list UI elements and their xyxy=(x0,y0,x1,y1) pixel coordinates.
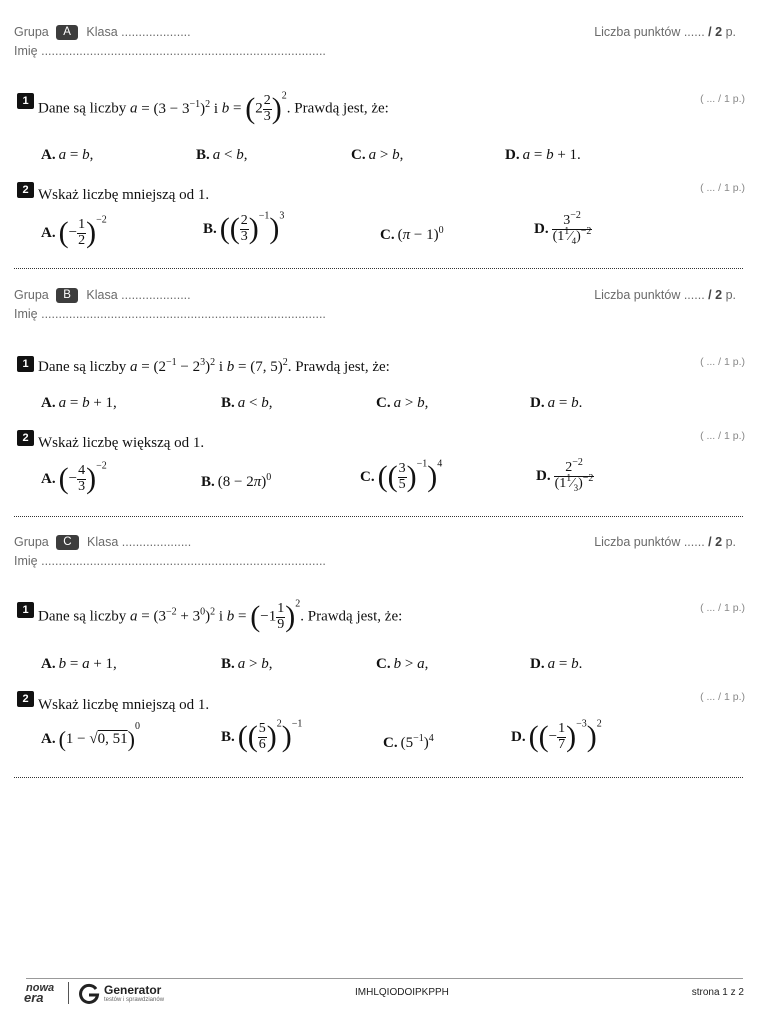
answer-b[interactable]: B. (( $\frac{5}{6}$ )$^2$)$^{-1}$ xyxy=(221,718,303,754)
imie-field[interactable]: .................................................................................. xyxy=(41,554,326,568)
question-number: 2 xyxy=(17,691,34,707)
answer-label: A. xyxy=(41,395,56,411)
answer-label: D. xyxy=(511,728,526,745)
answer-d[interactable]: D. a = b. xyxy=(530,656,583,672)
answer-label: B. xyxy=(221,728,235,745)
answer-c[interactable]: C. $(\pi - 1)^0$ xyxy=(380,225,444,243)
answer-b[interactable]: B. $(8 - 2\pi)^0$ xyxy=(201,472,272,490)
answer-a[interactable]: A. a = b, xyxy=(41,147,94,163)
page-number: strona 1 z 2 xyxy=(691,987,744,998)
answer-label: C. xyxy=(383,735,398,751)
question-text: Wskaż liczbę większą od 1. xyxy=(38,435,205,451)
answer-c[interactable]: C. (( $\frac{3}{5}$ )$^{-1}$)$^4$ xyxy=(360,458,443,494)
answer-b[interactable]: B. a < b, xyxy=(221,395,273,411)
answer-b[interactable]: B. a > b, xyxy=(221,656,273,672)
question-number: 1 xyxy=(17,93,34,109)
answer-a[interactable]: A. (− $\frac{1}{2}$ )$^{-2}$ xyxy=(41,214,107,250)
question-text: Dane są liczby $a = (2^{-1} - 2^3)^2$ i b = (7, 5)$^2$. Prawdą jest, że: xyxy=(38,357,390,375)
imie-field[interactable]: .................................................................................. xyxy=(41,44,326,58)
points-max: 2 xyxy=(715,288,723,302)
answer-label: B. xyxy=(196,147,210,163)
section-divider xyxy=(14,268,743,269)
imie-row xyxy=(14,44,326,58)
question-text: Wskaż liczbę mniejszą od 1. xyxy=(38,187,210,203)
footer-divider xyxy=(26,978,743,979)
answer-label: A. xyxy=(41,470,56,487)
imie-label: Imię xyxy=(14,307,38,321)
section-divider xyxy=(14,777,743,778)
klasa-label: Klasa xyxy=(86,288,118,302)
question-text-pre: Dane są liczby xyxy=(38,100,127,117)
answer-d[interactable]: D. $\frac{2^{-2}}{(1^1⁄_3)^{-2}}$ xyxy=(536,457,594,493)
group-badge: B xyxy=(56,288,78,303)
group-b-header xyxy=(14,288,191,303)
answer-b[interactable]: B. (( $\frac{2}{3}$ )$^{-1}$)$^3$ xyxy=(203,210,285,246)
answer-d[interactable]: D. $\frac{3^{-2}}{(1^1⁄_4)^{-2}}$ xyxy=(534,210,592,246)
points-max: 2 xyxy=(715,535,723,549)
imie-label: Imię xyxy=(14,554,38,568)
group-badge: C xyxy=(56,535,78,550)
question-number: 1 xyxy=(17,356,34,372)
generator-subtitle: testów i sprawdzianów xyxy=(104,997,165,1003)
question-points: ( ... / 1 p.) xyxy=(700,602,745,614)
grupa-label: Grupa xyxy=(14,535,49,549)
points-label: Liczba punktów ...... xyxy=(594,535,705,549)
points-unit: p. xyxy=(725,535,736,549)
question-points: ( ... / 1 p.) xyxy=(700,356,745,368)
answer-label: C. xyxy=(376,395,391,411)
question-text-post: . Prawdą jest, że: xyxy=(287,359,390,375)
answer-label: B. xyxy=(201,474,215,490)
answer-d[interactable]: D. ((− $\frac{1}{7}$ )$^{-3}$)$^2$ xyxy=(511,718,602,754)
answer-label: A. xyxy=(41,656,56,672)
answer-label: B. xyxy=(221,656,235,672)
answer-label: D. xyxy=(530,395,545,411)
answer-label: D. xyxy=(530,656,545,672)
answer-c[interactable]: C. a > b, xyxy=(351,147,404,163)
question-text-pre: Dane są liczby xyxy=(38,359,127,375)
answer-d[interactable]: D. a = b + 1. xyxy=(505,147,581,163)
imie-row xyxy=(14,307,326,321)
answer-b[interactable]: B. a < b, xyxy=(196,147,248,163)
answer-d[interactable]: D. a = b. xyxy=(530,395,583,411)
imie-field[interactable]: .................................................................................. xyxy=(41,307,326,321)
group-badge: A xyxy=(56,25,78,40)
klasa-field[interactable]: .................... xyxy=(121,288,191,302)
answer-label: B. xyxy=(221,395,235,411)
points-total xyxy=(594,535,736,549)
answer-label: C. xyxy=(376,656,391,672)
answer-label: A. xyxy=(41,147,56,163)
answer-label: D. xyxy=(534,221,549,238)
section-divider xyxy=(14,516,743,517)
answer-label: A. xyxy=(41,731,56,747)
answer-a[interactable]: A. (− $\frac{4}{3}$ )$^{-2}$ xyxy=(41,460,107,496)
question-text: Dane są liczby $a = (3 - 3^{-1})^2$ i b = (2 $\frac{2}{3}$ )$^2$. Prawdą jest, że: xyxy=(38,90,389,126)
points-unit: p. xyxy=(725,25,736,39)
answer-label: C. xyxy=(360,468,375,485)
answer-label: C. xyxy=(351,147,366,163)
generator-title: Generator xyxy=(104,983,162,997)
points-total xyxy=(594,25,736,39)
answer-label: B. xyxy=(203,220,217,237)
imie-row xyxy=(14,554,326,568)
question-points: ( ... / 1 p.) xyxy=(700,691,745,703)
generator-g-icon xyxy=(78,983,100,1005)
question-text: Wskaż liczbę mniejszą od 1. xyxy=(38,697,210,713)
points-slash: / xyxy=(708,288,712,302)
question-number: 2 xyxy=(17,182,34,198)
points-label: Liczba punktów ...... xyxy=(594,25,705,39)
question-text-pre: Dane są liczby xyxy=(38,608,127,625)
grupa-label: Grupa xyxy=(14,25,49,39)
answer-a[interactable]: A. b = a + 1, xyxy=(41,656,117,672)
group-a-header xyxy=(14,25,191,40)
answer-a[interactable]: A. (1 − √0, 51)$^0$ xyxy=(41,721,140,752)
brand-nowa: nowa xyxy=(26,982,55,994)
klasa-label: Klasa xyxy=(86,25,118,39)
group-c-header xyxy=(14,535,191,550)
question-text: Dane są liczby $a = (3^{-2} + 3^0)^2$ i b = (−1 $\frac{1}{9}$ )$^2$. Prawdą jest, że: xyxy=(38,598,403,634)
points-slash: / xyxy=(708,535,712,549)
points-label: Liczba punktów ...... xyxy=(594,288,705,302)
test-code: IMHLQIODOIPKPPH xyxy=(355,987,449,998)
answer-label: C. xyxy=(380,227,395,243)
imie-label: Imię xyxy=(14,44,38,58)
question-points: ( ... / 1 p.) xyxy=(700,430,745,442)
question-points: ( ... / 1 p.) xyxy=(700,93,745,105)
question-number: 2 xyxy=(17,430,34,446)
nowa-era-logo xyxy=(26,983,54,1003)
logo-divider xyxy=(68,982,69,1004)
answer-label: D. xyxy=(505,147,520,163)
points-unit: p. xyxy=(725,288,736,302)
question-number: 1 xyxy=(17,602,34,618)
klasa-label: Klasa xyxy=(87,535,119,549)
answer-label: D. xyxy=(536,468,551,485)
points-total xyxy=(594,288,736,302)
question-text-post: . Prawdą jest, że: xyxy=(286,100,389,117)
answer-label: A. xyxy=(41,224,56,241)
grupa-label: Grupa xyxy=(14,288,49,302)
points-max: 2 xyxy=(715,25,723,39)
question-points: ( ... / 1 p.) xyxy=(700,182,745,194)
answer-c[interactable]: C. a > b, xyxy=(376,395,429,411)
klasa-field[interactable]: .................... xyxy=(121,535,192,549)
points-slash: / xyxy=(708,25,712,39)
answer-c[interactable]: C. b > a, xyxy=(376,656,429,672)
answer-a[interactable]: A. a = b + 1, xyxy=(41,395,117,411)
answer-c[interactable]: C. $(5^{-1})^4$ xyxy=(383,733,434,751)
brand-era: era xyxy=(24,990,44,1005)
klasa-field[interactable]: .................... xyxy=(121,25,191,39)
question-text-post: . Prawdą jest, że: xyxy=(300,608,403,625)
